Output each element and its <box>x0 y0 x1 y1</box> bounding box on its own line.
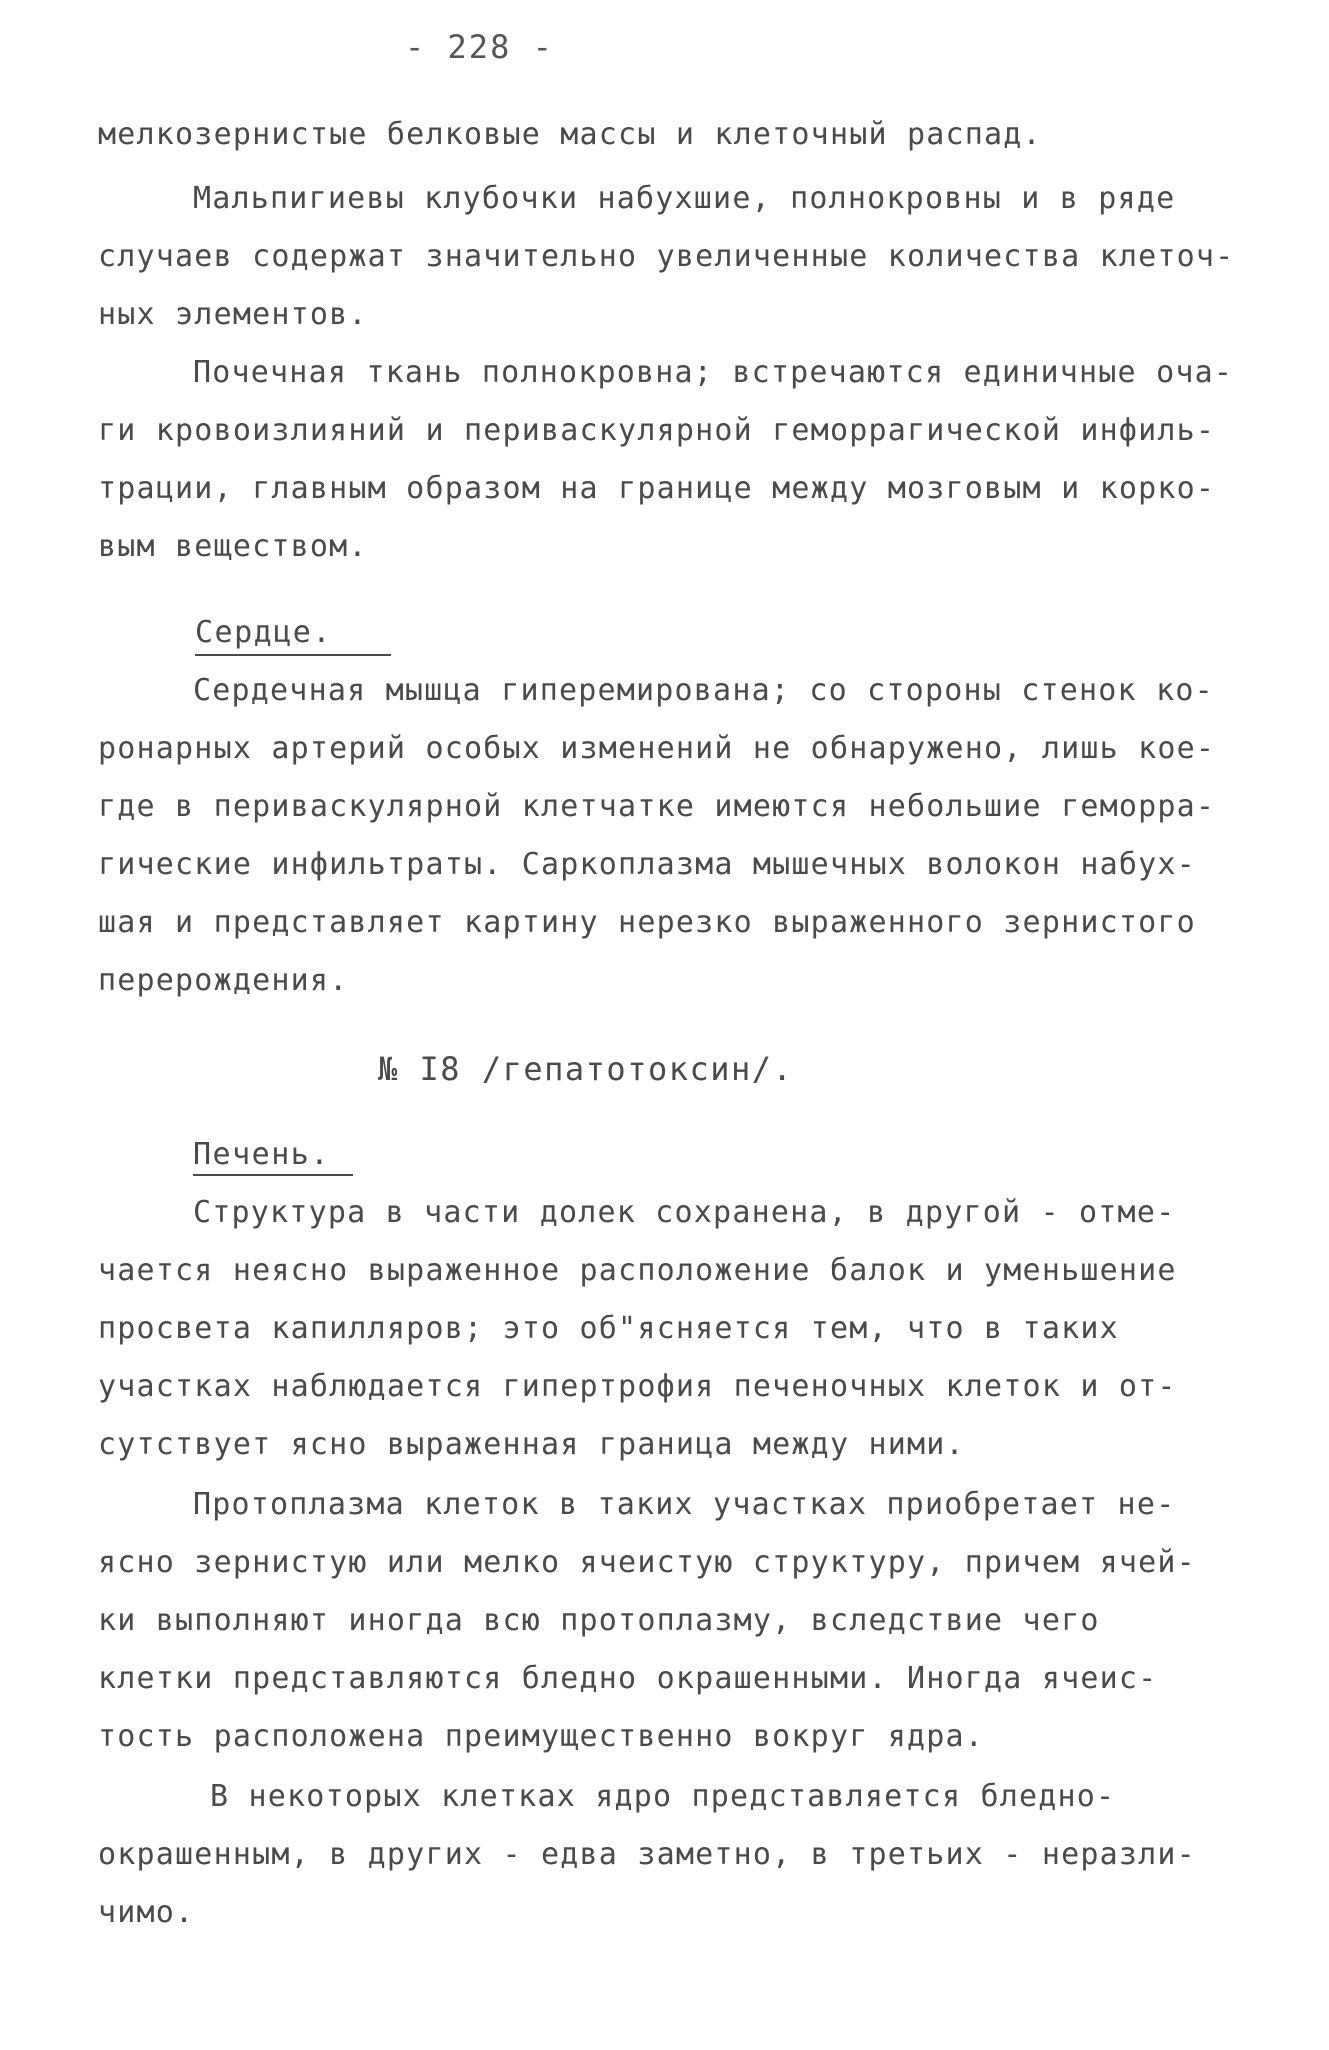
text-line: Протоплазма клеток в таких участках приобретает не- <box>193 1487 1176 1522</box>
text-line: просвета капилляров; это об"ясняется тем, что в таких <box>98 1311 1119 1346</box>
text-line: случаев содержат значительно увеличенные количества клеточ- <box>98 239 1235 274</box>
text-line: чается неясно выраженное расположение балок и уменьшение <box>98 1253 1177 1288</box>
section-heading-liver: Печень. <box>193 1137 330 1172</box>
text-line: трации, главным образом на границе между мозговым и корко- <box>98 471 1216 506</box>
text-line: окрашенным, в других - едва заметно, в третьих - неразли- <box>98 1837 1196 1872</box>
text-line: ясно зернистую или мелко ячеистую структуру, причем ячей- <box>98 1545 1196 1580</box>
heading-underline <box>195 654 391 656</box>
page-number: - 228 - <box>405 28 554 66</box>
text-line: ных элементов. <box>98 297 368 332</box>
text-line: ки выполняют иногда всю протоплазму, вследствие чего <box>98 1603 1100 1638</box>
text-line: Почечная ткань полнокровна; встречаются единичные оча- <box>193 355 1234 390</box>
text-line: сутствует ясно выраженная граница между ними. <box>98 1427 965 1462</box>
text-line: В некоторых клетках ядро представляется бледно- <box>210 1779 1116 1814</box>
text-line: где в периваскулярной клетчатке имеются небольшие геморра- <box>98 789 1216 824</box>
heading-underline <box>193 1174 353 1176</box>
text-line: перерождения. <box>98 963 349 998</box>
text-line: мелкозернистые белковые массы и клеточный распад. <box>98 117 1042 152</box>
text-line: ронарных артерий особых изменений не обнаружено, лишь кое- <box>98 731 1216 766</box>
text-line: тость расположена преимущественно вокруг ядра. <box>98 1719 985 1754</box>
text-line: вым веществом. <box>98 529 368 564</box>
text-line: шая и представляет картину нерезко выраженного зернистого <box>98 905 1196 940</box>
text-line: участках наблюдается гипертрофия печеночных клеток и от- <box>98 1369 1177 1404</box>
section-heading-heart: Сердце. <box>195 615 332 650</box>
text-line: ги кровоизлияний и периваскулярной геморрагической инфиль- <box>98 413 1216 448</box>
text-line: Сердечная мышца гиперемирована; со стороны стенок ко- <box>193 673 1214 708</box>
text-line: гические инфильтраты. Саркоплазма мышечных волокон набух- <box>98 847 1196 882</box>
text-line: Мальпигиевы клубочки набухшие, полнокровны и в ряде <box>193 181 1176 216</box>
text-line: чимо. <box>98 1895 195 1930</box>
section-title: № I8 /гепатотоксин/. <box>378 1050 794 1088</box>
text-line: Структура в части долек сохранена, в другой - отме- <box>193 1195 1176 1230</box>
text-line: клетки представляются бледно окрашенными. Иногда ячеис- <box>98 1661 1158 1696</box>
